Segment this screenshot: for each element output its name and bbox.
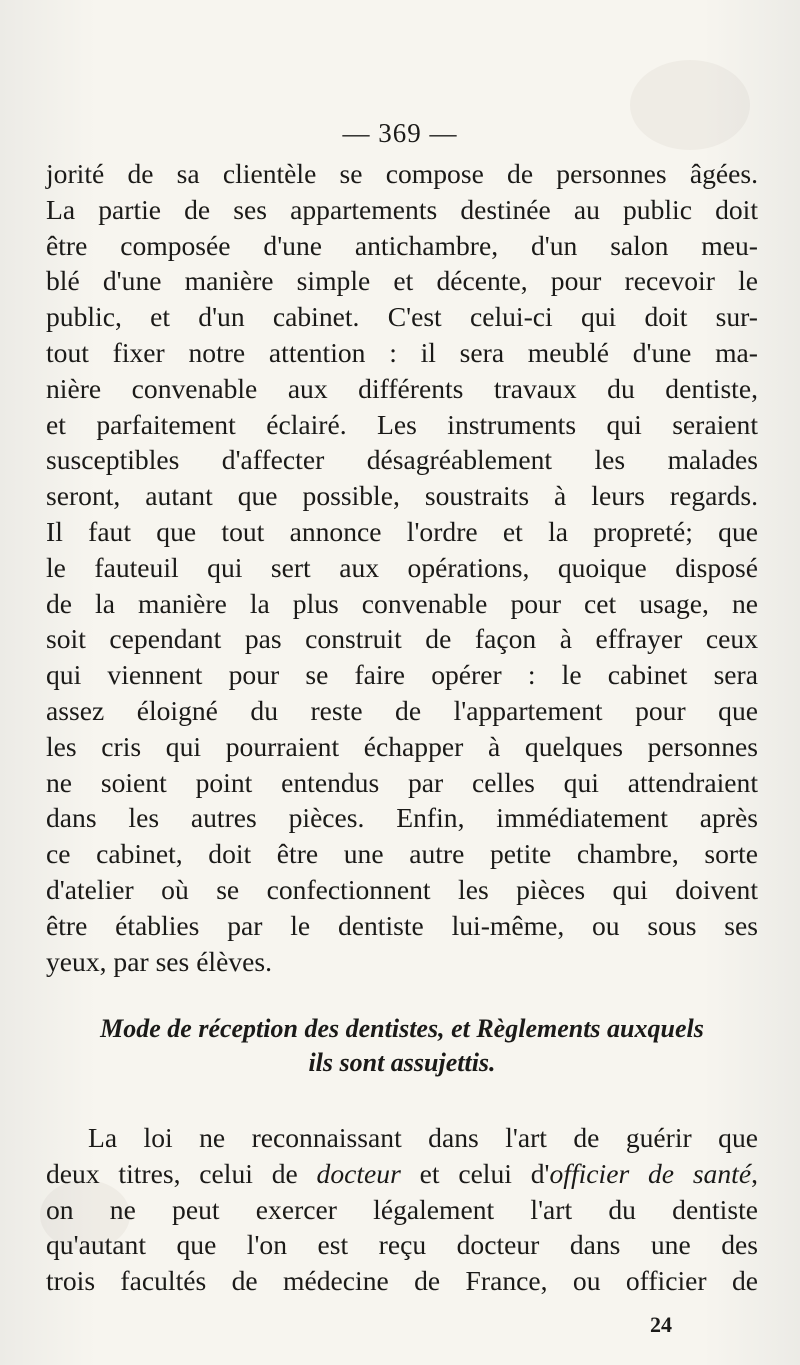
paragraph-line: yeux, par ses élèves. xyxy=(46,945,273,977)
text-run: et celui d' xyxy=(400,1157,550,1189)
paragraph-line: public, et d'un cabinet. C'est celui-ci qui doit sur- xyxy=(46,301,758,333)
paragraph-line: seront, autant que possible, soustraits à leurs regards. xyxy=(46,480,758,512)
signature-mark: 24 xyxy=(650,1312,672,1337)
paragraph-line: qui viennent pour se faire opérer : le cabinet sera xyxy=(46,659,758,691)
paragraph-line: La partie de ses appartements destinée au public doit xyxy=(46,193,758,225)
paragraph-line: être établies par le dentiste lui-même, ou sous ses xyxy=(46,909,758,941)
paragraph-line: le fauteuil qui sert aux opérations, quoique disposé xyxy=(46,551,758,583)
paragraph-line: trois facultés de médecine de France, ou officier de xyxy=(46,1265,758,1297)
paragraph-line: soit cependant pas construit de façon à effrayer ceux xyxy=(46,623,758,655)
paragraph-line: être composée d'une antichambre, d'un salon meu- xyxy=(46,229,758,261)
paragraph-line: La loi ne reconnaissant dans l'art de guérir que xyxy=(88,1122,758,1153)
paragraph-line: dans les autres pièces. Enfin, immédiatement après xyxy=(46,802,758,834)
section-heading-line: Mode de réception des dentistes, et Règlements auxquels xyxy=(100,1014,704,1043)
body-paragraph xyxy=(46,156,758,979)
paragraph-line: Il faut que tout annonce l'ordre et la propreté; que xyxy=(46,515,758,547)
italic-term: officier de santé xyxy=(549,1157,752,1189)
paragraph-line: d'atelier où se confectionnent les pièces qui doivent xyxy=(46,873,758,905)
italic-term: docteur xyxy=(316,1157,401,1189)
section-heading-line: ils sont assujettis. xyxy=(308,1048,496,1077)
text-run: deux titres, celui de xyxy=(46,1157,317,1189)
paragraph-line: susceptibles d'affecter désagréablement les malades xyxy=(46,444,758,476)
paragraph-line: assez éloigné du reste de l'appartement pour que xyxy=(46,694,758,726)
section-heading xyxy=(46,1012,758,1080)
second-paragraph xyxy=(46,1120,758,1299)
paragraph-line: qu'autant que l'on est reçu docteur dans une des xyxy=(46,1229,758,1261)
paragraph-line: ce cabinet, doit être une autre petite chambre, sorte xyxy=(46,838,758,870)
paragraph-line: de la manière la plus convenable pour cet usage, ne xyxy=(46,587,758,619)
paragraph-line: nière convenable aux différents travaux du dentiste, xyxy=(46,372,758,404)
text-run: , xyxy=(751,1157,758,1189)
paragraph-line: tout fixer notre attention : il sera meublé d'une ma- xyxy=(46,336,758,368)
page-number-header: — 369 — xyxy=(342,118,458,148)
paragraph-line: et parfaitement éclairé. Les instruments qui seraient xyxy=(46,408,758,440)
paragraph-line: ne soient point entendus par celles qui attendraient xyxy=(46,766,758,798)
paragraph-line xyxy=(46,1156,758,1192)
paragraph-line: blé d'une manière simple et décente, pour recevoir le xyxy=(46,265,758,297)
paragraph-line: on ne peut exercer légalement l'art du dentiste xyxy=(46,1193,758,1225)
paragraph-line: jorité de sa clientèle se compose de personnes âgées. xyxy=(46,158,758,189)
paragraph-line: les cris qui pourraient échapper à quelques personnes xyxy=(46,730,758,762)
